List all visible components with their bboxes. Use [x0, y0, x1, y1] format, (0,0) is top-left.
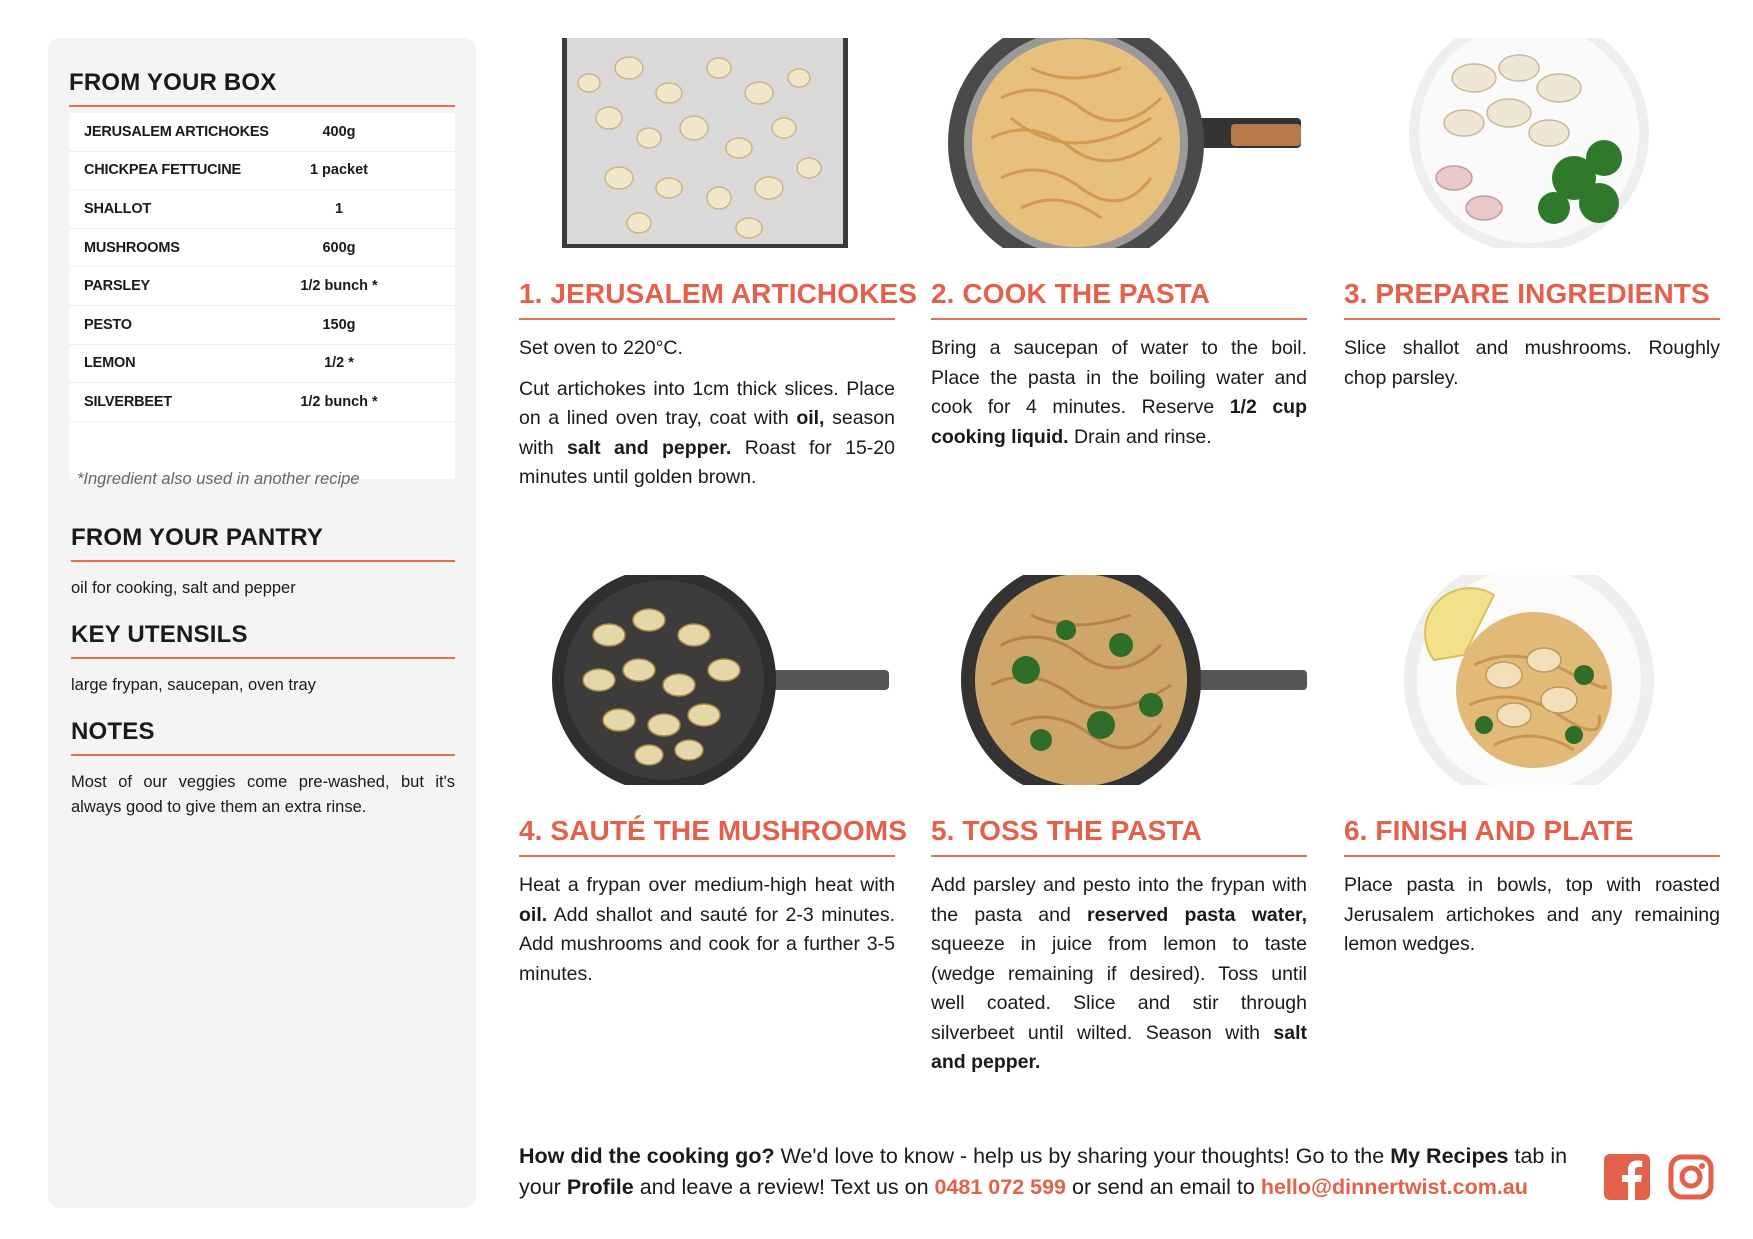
divider	[71, 657, 455, 659]
divider	[71, 560, 455, 562]
ingredient-qty: 1 packet	[309, 162, 369, 179]
utensils-section	[71, 621, 455, 698]
divider	[1344, 855, 1720, 857]
ingredient-name: SILVERBEET	[84, 393, 172, 410]
divider	[71, 754, 455, 756]
step-text: Slice shallot and mushrooms. Roughly chop parsley.	[1344, 337, 1720, 389]
notes-text: Most of our veggies come pre-washed, but it's always good to give them an extra rinse.	[71, 773, 455, 816]
ingredient-qty: 1/2 bunch *	[300, 393, 378, 410]
ingredient-name: MUSHROOMS	[84, 239, 180, 256]
step-body	[519, 871, 895, 989]
feedback-footer: How did the cooking go? We'd love to know - help us by sharing your thoughts! Go to the My Recipes tab in your Profile and leave a review! Text us on 0481 072 599 or send an email to hello@dinnertwist.com.au	[519, 1144, 1568, 1199]
ingredient-name: SHALLOT	[84, 200, 152, 217]
ingredient-qty: 600g	[322, 239, 356, 256]
footer-question: How did the cooking go?	[519, 1144, 775, 1168]
divider	[1344, 318, 1720, 320]
step-text: Heat a frypan over medium-high heat with oil. Add shallot and sauté for 2-3 minutes. Add mushrooms and cook for a further 3-5 minutes.	[519, 874, 895, 985]
divider	[69, 105, 455, 107]
facebook-icon[interactable]	[1604, 1154, 1650, 1200]
step-text: Add parsley and pesto into the frypan with the pasta and reserved pasta water, squeeze in juice from lemon to taste (wedge remaining if desired). Toss until well coated. Slice and stir through silverbeet until wilted. Season with salt and pepper.	[931, 874, 1307, 1073]
step-body	[1344, 871, 1720, 960]
step-photo-mushrooms	[519, 575, 895, 785]
step-body	[931, 871, 1307, 1078]
step-text: Place pasta in bowls, top with roasted Jerusalem artichokes and any remaining lemon wedges.	[1344, 874, 1720, 955]
step-photo-ingredients	[1344, 38, 1720, 248]
step-photo-artichokes	[519, 38, 895, 248]
step-5	[931, 575, 1307, 1089]
step-6	[1344, 575, 1720, 971]
step-body	[519, 334, 895, 493]
step-title: 1. JERUSALEM ARTICHOKES	[519, 278, 917, 309]
ingredient-row	[69, 267, 455, 306]
section-title: NOTES	[71, 718, 155, 745]
ingredient-qty: 400g	[322, 123, 356, 140]
pantry-text: oil for cooking, salt and pepper	[71, 579, 296, 597]
step-title: 4. SAUTÉ THE MUSHROOMS	[519, 815, 908, 846]
ingredient-row	[69, 152, 455, 191]
step-text: Set oven to 220°C.	[519, 337, 683, 359]
profile-link[interactable]: Profile	[566, 1175, 634, 1199]
step-text: Bring a saucepan of water to the boil. Place the pasta in the boiling water and cook for 4 minutes. Reserve 1/2 cup cooking liquid. Drain and rinse.	[931, 337, 1307, 448]
ingredient-row	[69, 306, 455, 345]
ingredients-table	[69, 113, 455, 479]
step-4	[519, 575, 908, 1000]
step-title: 6. FINISH AND PLATE	[1344, 815, 1634, 846]
step-3	[1344, 38, 1720, 404]
pantry-section	[71, 524, 455, 601]
ingredient-name: PARSLEY	[84, 278, 151, 295]
ingredient-name: PESTO	[84, 316, 132, 333]
step-title: 3. PREPARE INGREDIENTS	[1344, 278, 1710, 309]
from-your-box-section	[69, 69, 455, 107]
step-title: 2. COOK THE PASTA	[931, 278, 1211, 309]
section-title: KEY UTENSILS	[71, 621, 248, 648]
section-title: FROM YOUR BOX	[69, 69, 277, 96]
ingredient-row	[69, 229, 455, 268]
ingredient-note: *Ingredient also used in another recipe	[77, 470, 360, 488]
ingredient-name: CHICKPEA FETTUCINE	[84, 162, 241, 179]
step-1	[519, 38, 917, 504]
ingredient-name: LEMON	[84, 355, 136, 372]
ingredient-row	[69, 190, 455, 229]
divider	[519, 855, 895, 857]
ingredient-row	[69, 345, 455, 384]
step-body	[1344, 334, 1720, 393]
my-recipes-link[interactable]: My Recipes	[1390, 1144, 1509, 1168]
utensils-text: large frypan, saucepan, oven tray	[71, 676, 316, 694]
step-photo-pasta	[931, 38, 1307, 248]
step-text: Cut artichokes into 1cm thick slices. Place on a lined oven tray, coat with oil, season with salt and pepper. Roast for 15-20 minutes until golden brown.	[519, 377, 895, 488]
ingredient-name: JERUSALEM ARTICHOKES	[84, 123, 269, 140]
step-photo-toss	[931, 575, 1307, 785]
ingredient-row	[69, 383, 455, 422]
divider	[931, 318, 1307, 320]
step-body	[931, 334, 1307, 452]
section-title: FROM YOUR PANTRY	[71, 524, 324, 551]
step-title: 5. TOSS THE PASTA	[931, 815, 1202, 846]
ingredient-qty: 1	[334, 200, 344, 217]
ingredient-qty: 1/2 *	[324, 355, 354, 372]
notes-section	[71, 718, 455, 820]
divider	[519, 318, 895, 320]
ingredient-qty: 150g	[322, 316, 356, 333]
email-link[interactable]: hello@dinnertwist.com.au	[1260, 1175, 1528, 1199]
phone-link[interactable]: 0481 072 599	[934, 1175, 1067, 1199]
instagram-icon[interactable]	[1668, 1154, 1714, 1200]
step-photo-plate	[1344, 575, 1720, 785]
sidebar	[48, 38, 476, 1208]
divider	[931, 855, 1307, 857]
ingredient-qty: 1/2 bunch *	[300, 278, 378, 295]
step-2	[931, 38, 1307, 463]
ingredient-row	[69, 113, 455, 152]
